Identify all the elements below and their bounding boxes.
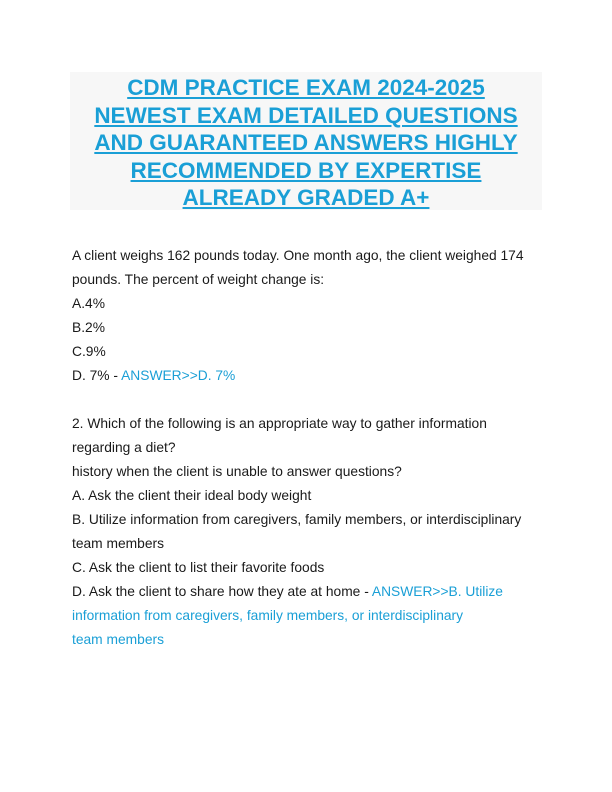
question-1-option-d-row (72, 364, 542, 388)
question-2-option-b-line-2: team members (72, 536, 165, 551)
question-1-stem-line-1: A client weighs 162 pounds today. One month ago, the client weighed 174 (72, 248, 524, 263)
question-1-answer: ANSWER>>D. 7% (121, 368, 236, 383)
question-1-option-a: A.4% (72, 296, 105, 311)
question-1-option-b: B.2% (72, 320, 105, 335)
question-2-answer-line-2: information from caregivers, family members, or interdisciplinary (72, 608, 464, 623)
document-title-line-1: CDM PRACTICE EXAM 2024-2025 (127, 75, 485, 100)
question-1-stem-line-2: pounds. The percent of weight change is: (72, 272, 325, 287)
document-title-line-4: RECOMMENDED BY EXPERTISE (130, 157, 482, 183)
question-1-option-c: C.9% (72, 344, 106, 359)
question-2-stem-line-2: regarding a diet? (72, 440, 176, 455)
document-title-block (70, 72, 542, 210)
question-2-option-d: D. Ask the client to share how they ate at home - (72, 584, 372, 599)
question-2-answer-line-3: team members (72, 632, 165, 647)
question-2-option-d-row (72, 580, 542, 604)
question-1-option-d: D. 7% - (72, 368, 122, 383)
question-spacer (72, 388, 542, 412)
question-2-stem-line-1: 2. Which of the following is an appropriate way to gather information (72, 416, 487, 431)
question-2-option-b-line-1: B. Utilize information from caregivers, family members, or interdisciplinary (72, 512, 522, 527)
document-body (72, 244, 542, 652)
document-title-line-3: AND GUARANTEED ANSWERS HIGHLY (94, 130, 518, 155)
question-2-stem-line-3: history when the client is unable to answer questions? (72, 464, 402, 479)
question-2-option-c: C. Ask the client to list their favorite foods (72, 560, 325, 575)
document-title-line-5: ALREADY GRADED A+ (182, 185, 430, 210)
question-2-answer-line-1: ANSWER>>B. Utilize (371, 584, 503, 599)
question-2-option-a: A. Ask the client their ideal body weight (72, 488, 312, 503)
document-title-line-2: NEWEST EXAM DETAILED QUESTIONS (94, 102, 518, 128)
